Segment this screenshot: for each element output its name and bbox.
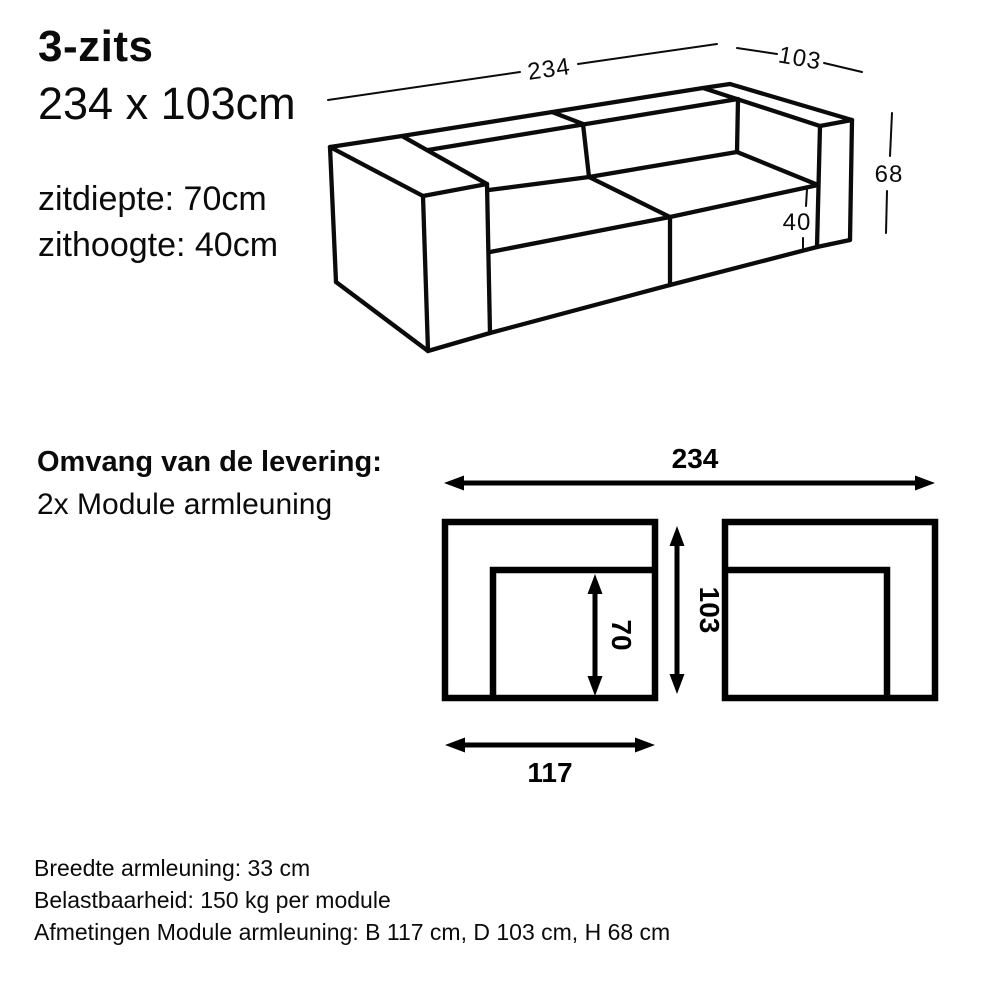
sofa-wireframe	[330, 84, 852, 351]
footer-specs	[34, 852, 670, 948]
right-module-outline	[725, 522, 935, 698]
module-top-view-diagram	[0, 430, 1000, 800]
seat-height-spec: zithoogte: 40cm	[38, 226, 279, 264]
total-width-label: 234	[671, 443, 719, 474]
sofa-width-dimension	[328, 44, 717, 100]
module-dimensions-spec: Afmetingen Module armleuning: B 117 cm, D 103 cm, H 68 cm	[34, 919, 671, 945]
module-width-arrow	[445, 738, 655, 789]
module-depth-label: 103	[694, 586, 725, 634]
sofa-isometric-drawing	[0, 0, 1000, 430]
load-capacity-spec: Belastbaarheid: 150 kg per module	[34, 887, 391, 913]
product-title: 3-zits	[38, 22, 154, 71]
module-depth-arrow	[670, 526, 726, 694]
product-dimensions: 234 x 103cm	[38, 78, 296, 129]
left-module-outline	[445, 522, 655, 698]
seat-depth-spec: zitdiepte: 70cm	[38, 180, 267, 218]
delivery-item: 2x Module armleuning	[37, 488, 333, 521]
delivery-heading: Omvang van de levering:	[37, 446, 382, 478]
seat-depth-label: 70	[606, 619, 637, 651]
module-width-label: 117	[527, 757, 573, 788]
sofa-seat-height-dimension	[783, 189, 812, 248]
armrest-width-spec: Breedte armleuning: 33 cm	[34, 855, 311, 881]
sofa-height-dimension	[875, 113, 904, 233]
total-width-arrow	[444, 443, 935, 491]
seat-depth-arrow	[588, 574, 638, 696]
sofa-seat-height-label: 40	[782, 209, 812, 236]
sofa-width-label: 234	[525, 53, 573, 86]
sofa-height-label: 68	[874, 161, 904, 188]
sofa-depth-dimension	[737, 41, 862, 75]
sofa-depth-label: 103	[776, 41, 824, 76]
